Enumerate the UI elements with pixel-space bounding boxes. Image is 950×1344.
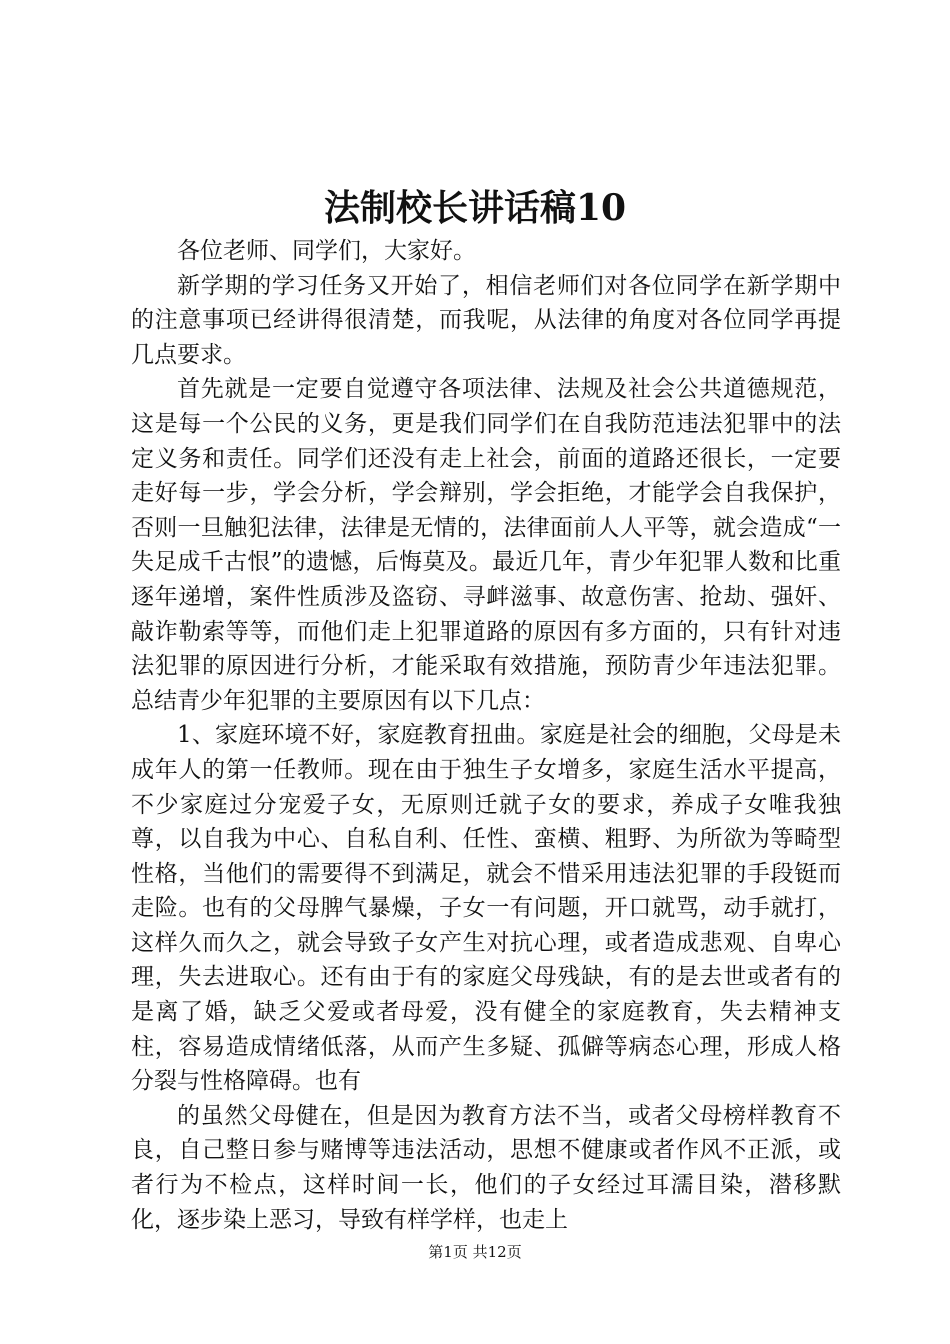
paragraph-greeting: 各位老师、同学们，大家好。 <box>177 238 476 264</box>
paragraph-family-environment: 1、家庭环境不好，家庭教育扭曲。家庭是社会的细胞，父母是未成年人的第一任教师。现在由于独生子女增多，家庭生活水平提高，不少家庭过分宠爱子女，无原则迁就子女的要求，养成子女唯我独尊，以自我为中心、自私自利、任性、蛮横、粗野、为所欲为等畸型性格，当他们的需要得不到满足，就会不惜采用违法犯罪的手段铤而走险。也有的父母脾气暴燥，子女一有问题，开口就骂，动手就打，这样久而久之，就会导致子女产生对抗心理，或者造成悲观、自卑心理，失去进取心。还有由于有的家庭父母残缺，有的是去世或者有的是离了婚，缺乏父爱或者母爱，没有健全的家庭教育，失去精神支柱，容易造成情绪低落，从而产生多疑、孤僻等病态心理，形成人格分裂与性格障碍。也有 <box>131 722 841 1095</box>
page-footer: 第1页 共12页 <box>428 1243 522 1261</box>
paragraph-intro: 新学期的学习任务又开始了，相信老师们对各位同学在新学期中的注意事项已经讲得很清楚，而我呢，从法律的角度对各位同学再提几点要求。 <box>131 272 841 368</box>
document-body <box>131 234 841 1237</box>
document-title: 法制校长讲话稿10 <box>323 187 627 229</box>
paragraph-first-point: 首先就是一定要自觉遵守各项法律、法规及社会公共道德规范，这是每一个公民的义务，更是我们同学们在自我防范违法犯罪中的法定义务和责任。同学们还没有走上社会，前面的道路还很长，一定要走好每一步，学会分析，学会辩别，学会拒绝，才能学会自我保护，否则一旦触犯法律，法律是无情的，法律面前人人平等，就会造成“一失足成千古恨”的遗憾，后悔莫及。最近几年，青少年犯罪人数和比重逐年递增，案件性质涉及盗窃、寻衅滋事、故意伤害、抢劫、强奸、敲诈勒索等等，而他们走上犯罪道路的原因有多方面的，只有针对违法犯罪的原因进行分析，才能采取有效措施，预防青少年违法犯罪。总结青少年犯罪的主要原因有以下几点： <box>131 376 841 714</box>
paragraph-continuation: 的虽然父母健在，但是因为教育方法不当，或者父母榜样教育不良，自己整日参与赌博等违法活动，思想不健康或者作风不正派，或者行为不检点，这样时间一长，他们的子女经过耳濡目染，潜移默化，逐步染上恶习，导致有样学样，也走上 <box>131 1102 841 1233</box>
